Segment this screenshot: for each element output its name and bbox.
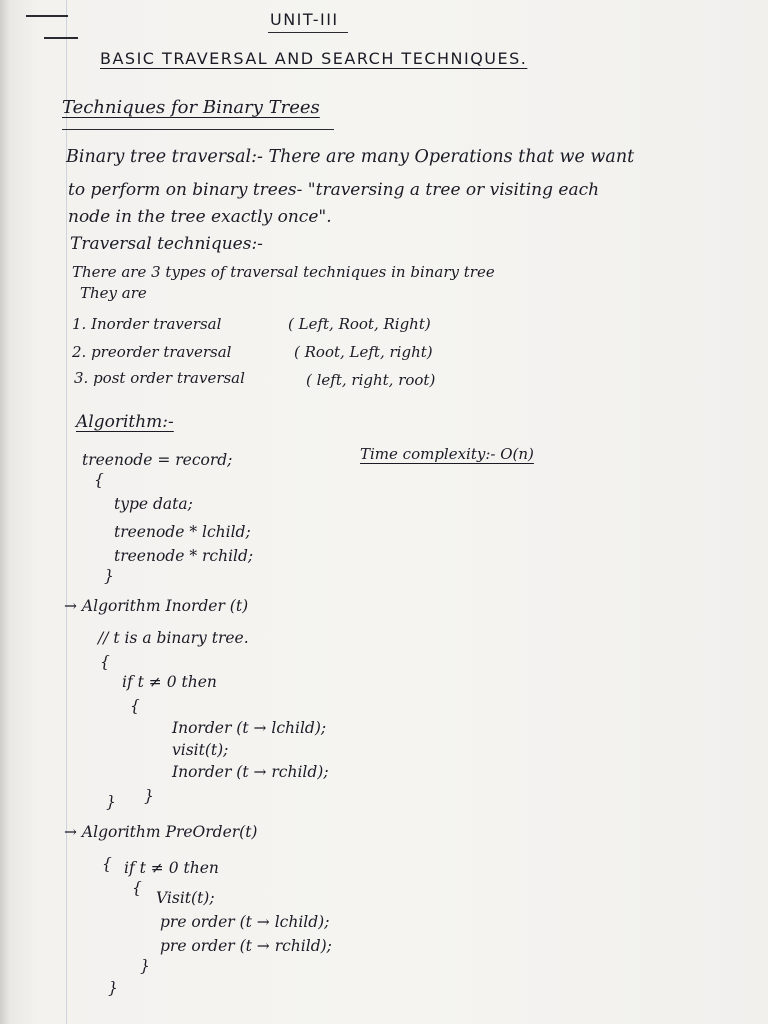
unit-heading: UNIT-III <box>270 10 339 29</box>
intro-line-1: Binary tree traversal:- There are many Operations that we want <box>66 147 635 167</box>
preorder-line: → Algorithm PreOrder(t) <box>64 823 258 841</box>
preorder-line: } <box>140 957 150 975</box>
subtitle-double-underline <box>62 129 334 130</box>
type-3-order: ( left, right, root) <box>306 371 436 389</box>
type-3-name: 3. post order traversal <box>74 369 245 387</box>
intro-line-2: to perform on binary trees- "traversing a tree or visiting each <box>68 180 600 200</box>
inorder-line: Inorder (t → lchild); <box>172 719 327 737</box>
record-line: } <box>104 567 114 585</box>
inorder-line: } <box>106 793 116 811</box>
preorder-line: } <box>108 979 118 997</box>
record-line: treenode = record; <box>82 451 233 469</box>
preorder-line: if t ≠ 0 then <box>124 859 219 877</box>
algorithm-heading: Algorithm:- <box>76 412 174 432</box>
preorder-line: { <box>102 855 112 873</box>
type-2-order: ( Root, Left, right) <box>294 343 433 361</box>
inorder-line: { <box>100 653 110 671</box>
record-line: treenode * rchild; <box>114 547 254 565</box>
inorder-line: { <box>130 697 140 715</box>
page-title: BASIC TRAVERSAL AND SEARCH TECHNIQUES. <box>100 49 528 68</box>
unit-underline <box>268 32 348 33</box>
inorder-line: visit(t); <box>172 741 229 759</box>
inorder-line: if t ≠ 0 then <box>122 673 217 691</box>
inorder-line: → Algorithm Inorder (t) <box>64 597 249 615</box>
record-line: { <box>94 471 104 489</box>
types-line-1: There are 3 types of traversal techniques in binary tree <box>72 263 495 281</box>
type-1-order: ( Left, Root, Right) <box>288 315 431 333</box>
type-2-name: 2. preorder traversal <box>72 343 232 361</box>
top-rule <box>44 37 78 39</box>
preorder-line: pre order (t → lchild); <box>160 913 330 931</box>
preorder-line: Visit(t); <box>156 889 215 907</box>
inorder-line: Inorder (t → rchild); <box>172 763 329 781</box>
techniques-heading: Traversal techniques:- <box>70 234 263 254</box>
inorder-line: } <box>144 787 154 805</box>
type-1-name: 1. Inorder traversal <box>72 315 222 333</box>
time-complexity: Time complexity:- O(n) <box>360 445 534 463</box>
types-line-2: They are <box>80 284 147 302</box>
preorder-line: { <box>132 879 142 897</box>
record-line: type data; <box>114 495 193 513</box>
preorder-line: pre order (t → rchild); <box>160 937 332 955</box>
intro-line-3: node in the tree exactly once". <box>68 207 332 227</box>
section-subtitle: Techniques for Binary Trees <box>62 97 320 118</box>
top-rule <box>26 15 68 17</box>
record-line: treenode * lchild; <box>114 523 251 541</box>
inorder-line: // t is a binary tree. <box>98 629 249 647</box>
